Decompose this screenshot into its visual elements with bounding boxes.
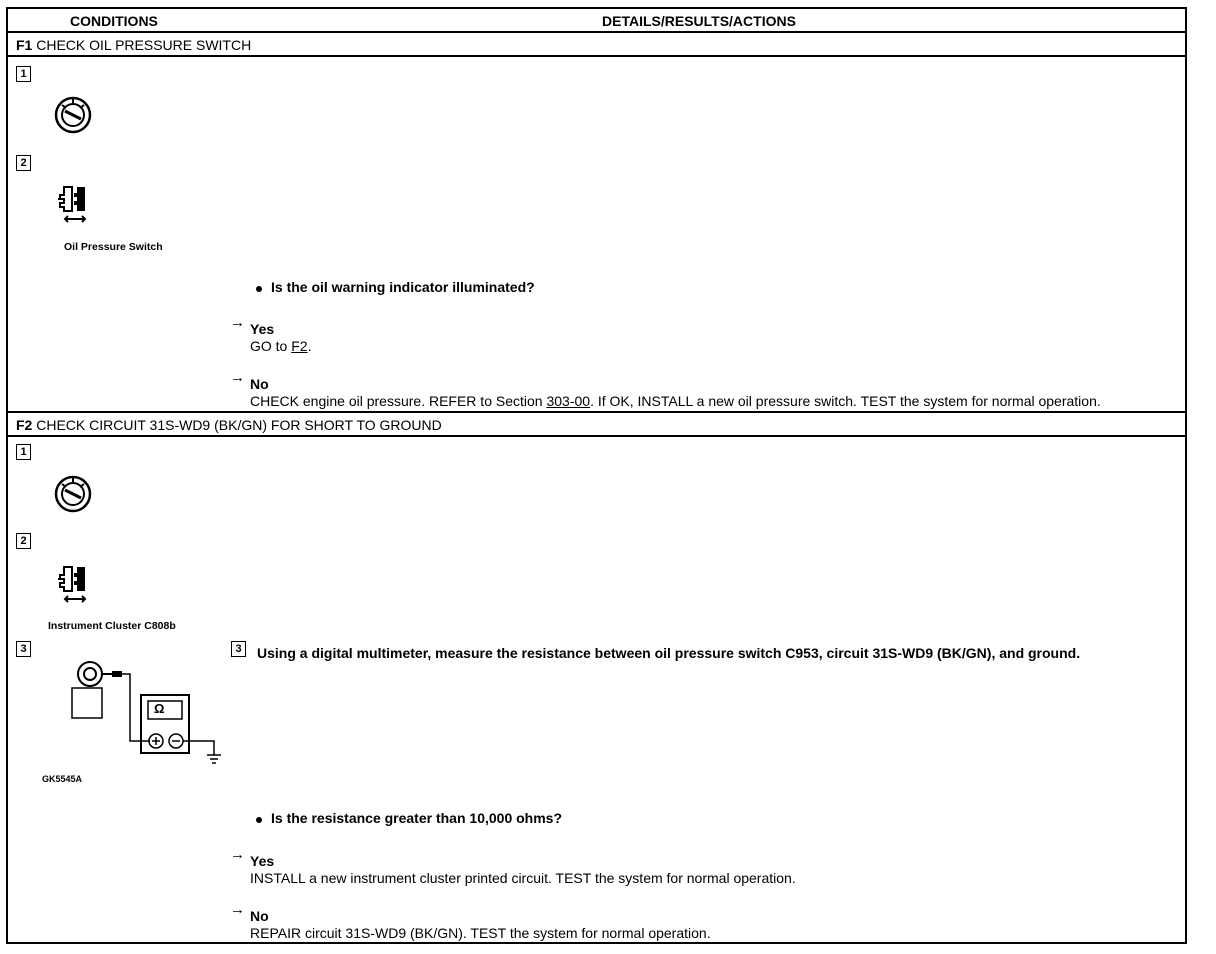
f1-question: Is the oil warning indicator illuminated? [271,279,535,295]
section-f2-id: F2 [16,417,33,433]
f1-no-arrow-icon: → [230,369,245,386]
link-f2[interactable]: F2 [291,338,308,354]
disconnect-connector-icon [50,561,100,610]
f1-no-text: CHECK engine oil pressure. REFER to Section 303-00. If OK, INSTALL a new oil pressure switch. TEST the system for normal operation. [250,393,1101,409]
f2-step-2-number: 2 [16,533,31,549]
f2-question: Is the resistance greater than 10,000 ohms? [271,810,563,826]
ignition-switch-icon [53,474,93,519]
f2-yes-text: INSTALL a new instrument cluster printed circuit. TEST the system for normal operation. [250,870,796,886]
ignition-switch-icon [53,95,93,140]
diagnostic-table [6,7,1187,944]
f1-yes-text: GO to F2. [250,338,312,354]
f1-question-bullet [256,286,262,292]
section-f1-title [8,33,1185,57]
f1-step-2-number: 2 [16,155,31,171]
f1-step-1-number: 1 [16,66,31,82]
header-conditions: CONDITIONS [70,13,158,29]
f2-step-1-number: 1 [16,444,31,460]
f1-no-label: No [250,376,269,392]
f1-yes-arrow-icon: → [230,314,245,331]
multimeter-diagram-icon [64,655,224,780]
section-f2-title-text: CHECK CIRCUIT 31S-WD9 (BK/GN) FOR SHORT TO GROUND [36,417,442,433]
f2-question-bullet [256,817,262,823]
meter-ohm-symbol: Ω [154,701,165,716]
f2-no-text: REPAIR circuit 31S-WD9 (BK/GN). TEST the system for normal operation. [250,925,711,941]
f1-yes-label: Yes [250,321,275,337]
f2-step-3-number: 3 [16,641,31,657]
section-f1-id: F1 [16,37,33,53]
f2-no-arrow-icon: → [230,901,245,918]
section-f2-title [8,413,1185,437]
link-303-00[interactable]: 303-00 [546,393,591,409]
f2-connector-caption: Instrument Cluster C808b [48,620,176,632]
f2-no-label: No [250,908,269,924]
table-header [8,9,1185,33]
f1-switch-caption: Oil Pressure Switch [64,241,163,253]
header-details: DETAILS/RESULTS/ACTIONS [602,13,796,29]
f2-yes-arrow-icon: → [230,846,245,863]
f2-figure-id: GK5545A [42,774,83,784]
f2-yes-label: Yes [250,853,275,869]
section-f1-title-text: CHECK OIL PRESSURE SWITCH [36,37,252,53]
f2-step-3-text: Using a digital multimeter, measure the resistance between oil pressure switch C953, circuit 31S-WD9 (BK/GN), and ground. [257,645,1081,661]
disconnect-connector-icon [50,181,100,230]
f2-step-3-inline-number: 3 [231,641,246,657]
